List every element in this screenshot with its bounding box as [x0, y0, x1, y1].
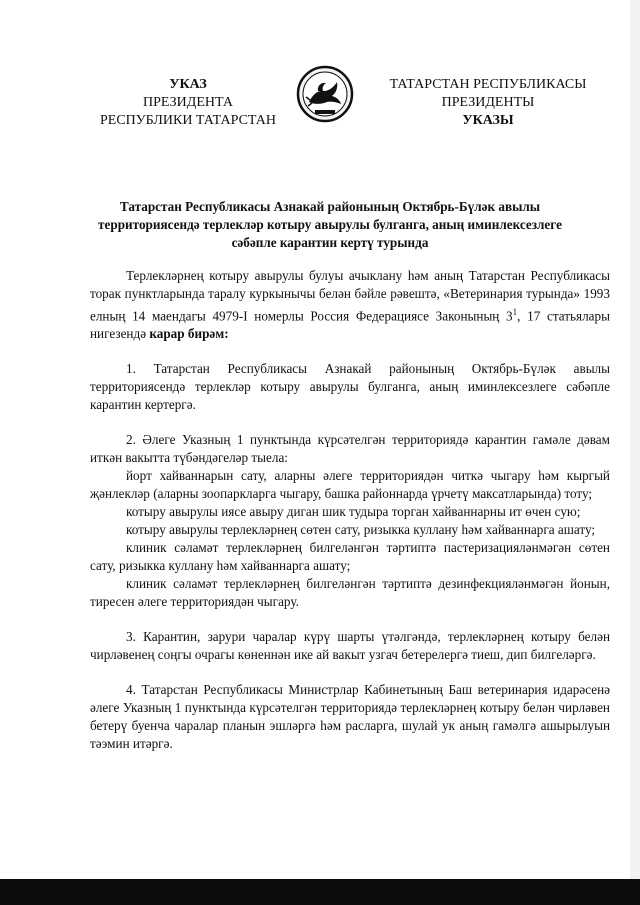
item-3: 3. Карантин, зарури чаралар күрү шарты үтәлгәндә, терлекләрнең котыру белән чирләвенең соңгы очрагы көненнән ике ай вакыт узгач бетерелергә тиеш, дип билгеләргә.: [90, 629, 610, 663]
scan-edge: [630, 0, 640, 905]
preamble-text: Терлекләрнең котыру авырулы булуы ачыклану һәм аның Татарстан Республикасы торак пунктларында таралу куркынычы белән бәйле рәвештә, «Ветеринария турында» 1993 елның 14 маендагы 4979-I номерлы Россия Федерациясе Законының 3: [90, 268, 610, 324]
header-right-line-3: УКАЗЫ: [462, 113, 514, 128]
item-2-list-5: клиник сәламәт терлекләрнең билгеләнгән тәртиптә дезинфекцияләнмәгән йонын, тиресен әлеге территориядән чыгару.: [90, 576, 610, 610]
header-left-line-1: УКАЗ: [169, 77, 207, 92]
decree-body: [90, 267, 610, 753]
preamble: [90, 267, 610, 343]
header-left-line-2: ПРЕЗИДЕНТА: [143, 95, 233, 110]
preamble-text-end: , 17 статьялары нигезендә: [90, 308, 610, 342]
item-2-list-3: котыру авырулы терлекләрнең сөтен сату, ризыкка куллану һәм хайваннарга ашату;: [126, 522, 596, 538]
header-right-line-2: ПРЕЗИДЕНТЫ: [441, 95, 535, 110]
decree-title: Татарстан Республикасы Азнакай районының Октябрь-Бүләк авылы территориясендә терлекләр котыру авырулы булганга, аның иминлексезлеге сәбәпле карантин кертү турында: [98, 199, 562, 250]
tatarstan-coat-of-arms-icon: [296, 64, 354, 124]
scan-bottom-bar: [0, 879, 640, 905]
header-right-line-1: ТАТАРСТАН РЕСПУБЛИКАСЫ: [389, 77, 587, 92]
header-left-line-3: РЕСПУБЛИКИ ТАТАРСТАН: [99, 113, 276, 128]
item-4: 4. Татарстан Республикасы Министрлар Кабинетының Баш ветеринария идарәсенә әлеге Указның 1 пунктында күрсәтелгән территориядә терлекләрнең котыру белән чирләвен бетерү буенча чаралар планын эшләргә һәм расларга, шулай ук аның гамәлгә ашырылуын тәэмин итәргә.: [90, 682, 610, 752]
item-1: 1. Татарстан Республикасы Азнакай районының Октябрь-Бүләк авылы территориясендә терлекләр котыру авырулы булганга, аның иминлексезлеге сәбәпле карантин кертергә.: [90, 361, 610, 413]
preamble-sup: 1: [512, 307, 518, 317]
item-2-list-2: котыру авырулы иясе авыру диган шик тудыра торган хайваннарны ит өчен сую;: [126, 504, 581, 520]
item-2: 2. Әлеге Указның 1 пунктында күрсәтелгән территориядә карантин гамәле дәвам иткән вакытта түбәндәгеләр тыела:: [90, 432, 610, 466]
header-tatar: [388, 76, 588, 130]
header-russian: [88, 76, 288, 130]
preamble-bold: карар бирәм:: [149, 326, 229, 342]
item-2-list-4: клиник сәламәт терлекләрнең билгеләнгән тәртиптә пастеризацияләнмәгән сөтен сату, ризыкка куллану һәм хайваннарга ашату;: [90, 540, 610, 574]
item-2-list-1: йорт хайваннарын сату, аларны әлеге территориядән читкә чыгару һәм кыргый җәнлекләр (аларны зоопаркларга чыгару, башка районнарда үрчетү максатларында) тоту;: [90, 468, 610, 502]
